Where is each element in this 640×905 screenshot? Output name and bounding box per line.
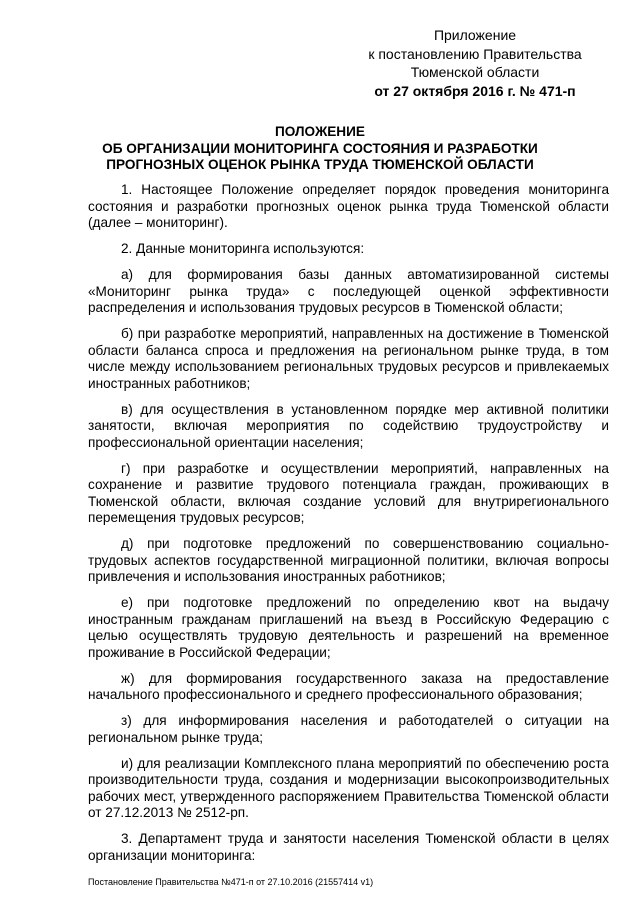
paragraph-2d: д) при подготовке предложений по совершенствованию социально-трудовых аспектов государственной миграционной политики, включая вопросы привлечения и использования иностранных работников; [88, 536, 609, 584]
paragraph-2: 2. Данные мониторинга используются: [121, 241, 365, 256]
paragraph-2z: з) для информирования населения и работодателей о ситуации на региональном рынке труда; [88, 713, 609, 745]
paragraph-2b: б) при разработке мероприятий, направленных на достижение в Тюменской области баланса спроса и предложения на региональном рынке труда, в том числе между использованием региональных трудовых ресурсов и привлекаемых иностранных работников; [88, 326, 609, 391]
appendix-header [330, 26, 620, 100]
paragraph-2g: г) при разработке и осуществлении мероприятий, направленных на сохранение и развитие трудового потенциала граждан, проживающих в Тюменской области, включая создание условий для внутрирегионального перемещения трудовых ресурсов; [88, 460, 609, 525]
appendix-date-number: от 27 октября 2016 г. № 471-п [374, 82, 576, 99]
title-line-1: ПОЛОЖЕНИЕ [275, 124, 365, 139]
paragraph-2e: е) при подготовке предложений по определению квот на выдачу иностранным гражданам приглашений на въезд в Российскую Федерацию с целью осуществлять трудовую деятельность и разрешений на временное проживание в Российской Федерации; [88, 595, 609, 660]
paragraph-2i: и) для реализации Комплексного плана мероприятий по обеспечению роста производительности труда, создания и модернизации высокопроизводительных рабочих мест, утвержденного распоряжением Правительства Тюменской области от 27.12.2013 № 2512-рп. [88, 755, 609, 820]
paragraph-1: 1. Настоящее Положение определяет порядок проведения мониторинга состояния и разработки прогнозных оценок рынка труда Тюменской области (далее – мониторинг). [88, 182, 609, 230]
title-line-2: ОБ ОРГАНИЗАЦИИ МОНИТОРИНГА СОСТОЯНИЯ И РАЗРАБОТКИ [102, 140, 538, 156]
appendix-label: Приложение [433, 27, 517, 43]
document-body [88, 182, 609, 874]
paragraph-2v: в) для осуществления в установленном порядке мер активной политики занятости, включая мероприятия по содействию трудоустройству и профессиональной ориентации населения; [88, 401, 609, 450]
document-title [80, 124, 560, 174]
page-footer: Постановление Правительства №471-п от 27.10.2016 (21557414 v1) [88, 877, 374, 887]
paragraph-3: 3. Департамент труда и занятости населения Тюменской области в целях организации мониторинга: [88, 831, 609, 863]
paragraph-2zh: ж) для формирования государственного заказа на предоставление начального профессионального и среднего профессионального образования; [88, 670, 609, 702]
paragraph-2a: а) для формирования базы данных автоматизированной системы «Мониторинг рынка труда» с последующей оценкой эффективности распределения и использования трудовых ресурсов в Тюменской области; [88, 267, 609, 315]
appendix-reference: к постановлению Правительства [368, 45, 582, 62]
title-line-3: ПРОГНОЗНЫХ ОЦЕНОК РЫНКА ТРУДА ТЮМЕНСКОЙ ОБЛАСТИ [106, 157, 534, 172]
appendix-region: Тюменской области [410, 64, 540, 80]
